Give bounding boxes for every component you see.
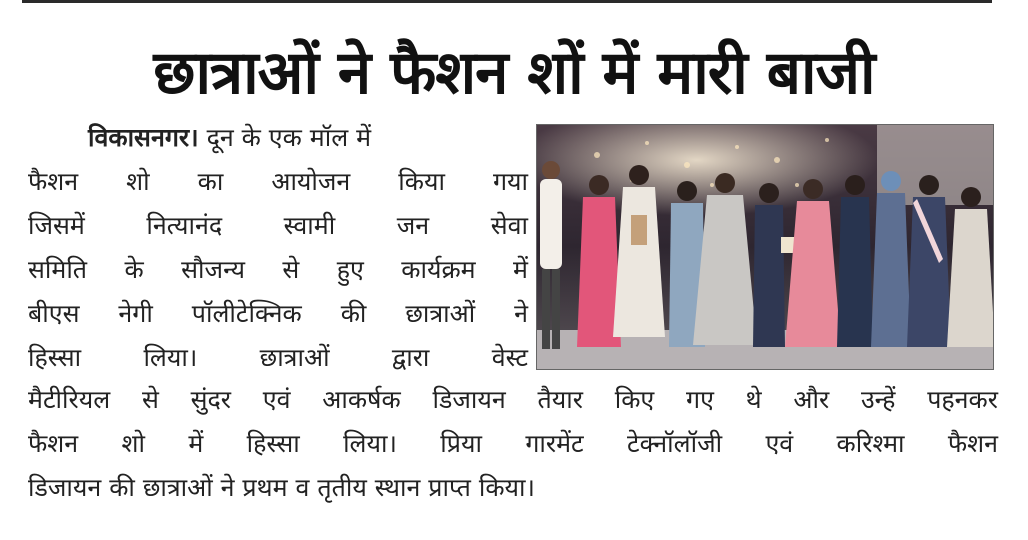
headline: छात्राओं ने फैशन शों में मारी बाजी bbox=[153, 38, 875, 108]
article-line: बीएस नेगी पॉलीटेक्निक की छात्राओं ने bbox=[28, 299, 528, 328]
dateline: विकासनगर। bbox=[88, 123, 199, 152]
person bbox=[837, 175, 873, 347]
article-line: समिति के सौजन्य से हुए कार्यक्रम में bbox=[28, 255, 528, 284]
person bbox=[907, 175, 951, 347]
article-column-text bbox=[28, 116, 528, 380]
photo-illustration bbox=[537, 125, 993, 369]
article-line: विकासनगर। दून के एक मॉल में bbox=[88, 123, 372, 152]
article-line: फैशन शो का आयोजन किया गया bbox=[28, 167, 528, 196]
article-line: हिस्सा लिया। छात्राओं द्वारा वेस्ट bbox=[28, 343, 528, 372]
news-photo-fashion-show bbox=[536, 124, 994, 370]
article-line: डिजायन की छात्राओं ने प्रथम व तृतीय स्थान प्राप्त किया। bbox=[28, 473, 535, 502]
article-line: फैशन शो में हिस्सा लिया। प्रिया गारमेंट टेक्नॉलॉजी एवं करिश्मा फैशन bbox=[28, 429, 998, 458]
top-rule bbox=[22, 0, 992, 3]
article-line: मैटीरियल से सुंदर एवं आकर्षक डिजायन तैयार किए गए थे और उन्हें पहनकर bbox=[28, 385, 998, 414]
article-line: जिसमें नित्यानंद स्वामी जन सेवा bbox=[28, 211, 528, 240]
person bbox=[871, 171, 911, 347]
article-full-width-text bbox=[28, 378, 998, 510]
group-of-students bbox=[540, 161, 993, 349]
